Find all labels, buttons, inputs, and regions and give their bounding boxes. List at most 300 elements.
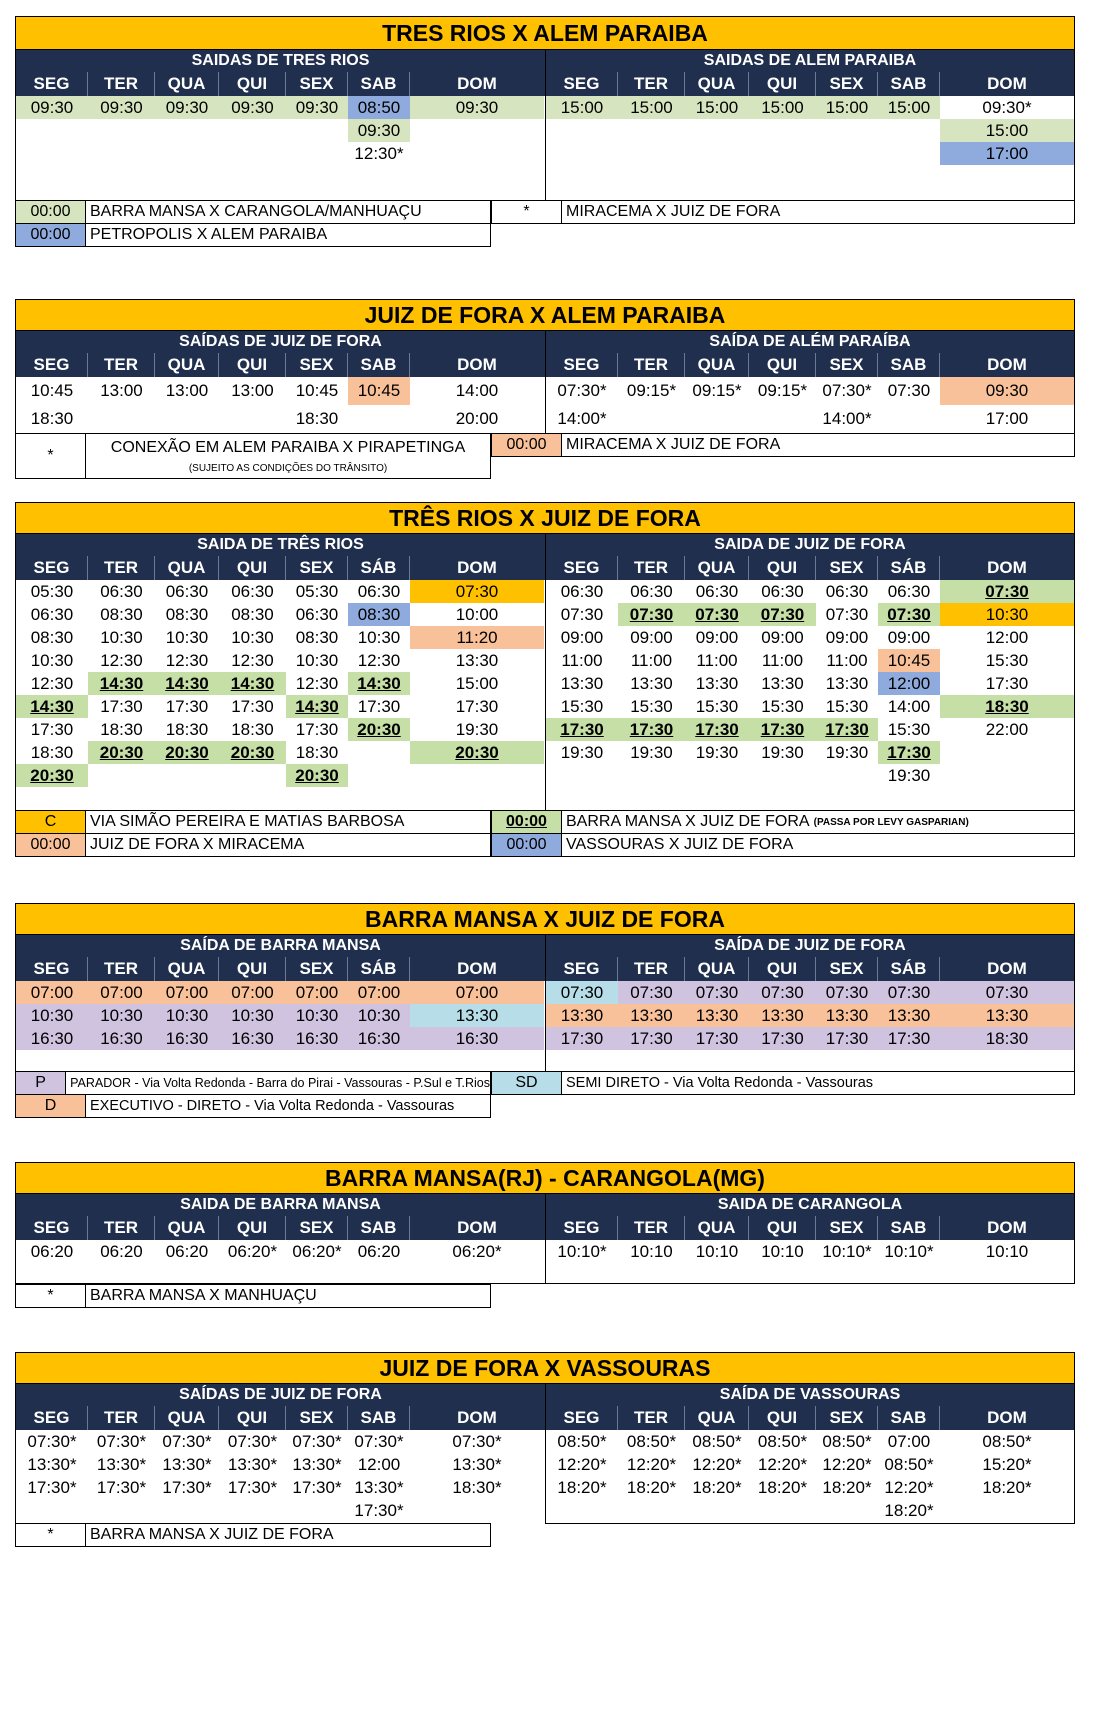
departure-time: 17:30 — [165, 696, 209, 716]
day-header: SEX — [286, 957, 348, 981]
departure-time: 18:30 — [940, 1027, 1074, 1050]
departure-time: 15:30 — [761, 696, 804, 716]
times-grid — [16, 580, 545, 787]
departure-time: 17:30 — [985, 673, 1029, 693]
day-header: DOM — [987, 74, 1027, 93]
departure-time: 15:00 — [455, 673, 499, 693]
departure-time: 15:00 — [816, 96, 878, 119]
left-header: SAIDAS DE TRES RIOS — [16, 50, 545, 72]
legend-text: SEMI DIRETO - Via Volta Redonda - Vassouras — [566, 1075, 874, 1091]
departure-time: 13:30 — [410, 1004, 544, 1027]
departure-time: 07:30 — [546, 981, 618, 1004]
legend-item — [491, 810, 1075, 834]
departure-time: 09:30 — [88, 96, 155, 119]
day-header: QUA — [155, 353, 219, 377]
departure-time: 07:30* — [227, 1431, 278, 1451]
departure-time: 10:30 — [165, 627, 209, 647]
departure-time: 07:30 — [410, 580, 544, 603]
departure-time: 13:30* — [27, 1454, 77, 1474]
day-header: SEG — [16, 1216, 88, 1240]
departure-time: 14:30 — [348, 672, 410, 695]
day-column — [88, 1240, 155, 1263]
day-column — [16, 1240, 88, 1263]
right-table — [545, 935, 1075, 1077]
departure-time: 07:30* — [354, 1431, 404, 1451]
departure-time: 18:30* — [452, 1477, 502, 1497]
departure-time: 12:30 — [30, 673, 74, 693]
departure-time: 12:20* — [884, 1477, 934, 1497]
departure-time: 17:30 — [30, 719, 74, 739]
departure-time: 06:20* — [292, 1241, 342, 1261]
section-tres-rios-juiz-de-fora — [15, 502, 1075, 858]
day-column — [88, 981, 155, 1050]
day-header: TER — [618, 72, 685, 96]
legend-item — [491, 833, 1075, 857]
day-header: DOM — [457, 558, 497, 577]
day-column — [219, 580, 286, 787]
legend-item — [491, 200, 1075, 224]
departure-time: 17:30 — [546, 718, 618, 741]
left-header: SAÍDAS DE JUIZ DE FORA — [16, 1384, 545, 1406]
departure-time: 12:20* — [822, 1454, 872, 1474]
departure-time: 15:30 — [985, 650, 1029, 670]
departure-time: 10:30 — [940, 603, 1074, 626]
day-column — [348, 580, 410, 787]
day-column — [940, 1240, 1074, 1263]
departure-time: 07:30 — [940, 580, 1074, 603]
day-header: DOM — [987, 1408, 1027, 1427]
departure-time: 16:30 — [88, 1027, 155, 1050]
day-header: QUA — [155, 1216, 219, 1240]
departure-time: 12:00 — [878, 672, 940, 695]
left-header: SAÍDA DE BARRA MANSA — [16, 935, 545, 957]
day-header: SEX — [286, 72, 348, 96]
departure-time: 11:00 — [761, 650, 804, 670]
day-column — [546, 580, 618, 787]
day-column — [878, 1430, 940, 1522]
departure-time: 16:30 — [410, 1027, 544, 1050]
left-table — [15, 1194, 545, 1284]
departure-time: 10:10 — [985, 1241, 1029, 1261]
days-row — [546, 957, 1074, 981]
departure-time: 17:30 — [100, 696, 143, 716]
day-column — [618, 981, 685, 1050]
departure-time: 17:30 — [816, 1027, 878, 1050]
day-column — [878, 981, 940, 1050]
departure-time: 13:30* — [292, 1454, 342, 1474]
departure-time: 10:30 — [231, 627, 274, 647]
departure-time: 10:45 — [878, 649, 940, 672]
days-row — [546, 556, 1074, 580]
legend-text-wrap — [562, 811, 969, 833]
day-column — [16, 1430, 88, 1522]
day-column — [16, 580, 88, 787]
departure-time: 17:30 — [295, 719, 339, 739]
day-header: SEG — [16, 556, 88, 580]
day-header: SÁB — [348, 957, 410, 981]
legend-note: (PASSA POR LEVY GASPARIAN) — [813, 816, 969, 828]
legend-key: C — [16, 811, 86, 833]
section-title: BARRA MANSA(RJ) - CARANGOLA(MG) — [15, 1162, 1075, 1194]
departure-time: 11:00 — [696, 650, 738, 670]
departure-time: 18:30 — [165, 719, 209, 739]
left-table — [15, 935, 545, 1077]
day-column — [878, 580, 940, 787]
day-column — [618, 377, 685, 433]
departure-time: 06:30 — [695, 581, 739, 601]
days-row — [16, 72, 545, 96]
day-header: QUI — [219, 556, 286, 580]
day-column — [410, 1240, 544, 1263]
day-column — [546, 96, 618, 165]
departure-time: 20:30 — [286, 764, 348, 787]
day-column — [286, 377, 348, 433]
legend-key: 00:00 — [492, 811, 562, 833]
departure-time: 07:30 — [816, 981, 878, 1004]
departure-time: 17:30 — [618, 1027, 685, 1050]
departure-time: 07:30 — [685, 981, 749, 1004]
day-column — [940, 96, 1074, 165]
departure-time: 17:00 — [985, 409, 1029, 428]
day-header: QUA — [155, 957, 219, 981]
departure-time: 07:30 — [749, 603, 816, 626]
departure-time: 09:00 — [887, 627, 931, 647]
departure-time: 12:20* — [557, 1454, 607, 1474]
departure-time: 07:30* — [292, 1431, 342, 1451]
departure-time: 10:30 — [348, 1004, 410, 1027]
times-grid — [546, 377, 1074, 433]
day-column — [618, 1430, 685, 1522]
departure-time: 06:30 — [100, 581, 143, 601]
right-header: SAÍDA DE VASSOURAS — [546, 1384, 1074, 1406]
departure-time: 10:10* — [557, 1241, 607, 1261]
departure-time: 14:30 — [16, 695, 88, 718]
day-header: SAB — [878, 353, 940, 377]
departure-time: 19:30 — [761, 742, 804, 762]
legend-text: PETROPOLIS X ALEM PARAIBA — [90, 226, 328, 243]
departure-time: 14:00 — [887, 696, 931, 716]
day-header: QUI — [749, 353, 816, 377]
day-header: SAB — [878, 72, 940, 96]
days-row — [546, 353, 1074, 377]
days-row — [546, 1216, 1074, 1240]
departure-time: 15:00 — [749, 96, 816, 119]
departure-time: 13:30* — [452, 1454, 502, 1474]
right-table — [545, 331, 1075, 433]
day-column — [816, 377, 878, 433]
day-column — [219, 1240, 286, 1263]
legend-text: BARRA MANSA X MANHUAÇU — [90, 1287, 317, 1304]
departure-time: 05:30 — [30, 581, 74, 601]
day-header: TER — [618, 353, 685, 377]
departure-time: 18:30 — [100, 719, 143, 739]
right-header: SAIDA DE CARANGOLA — [546, 1194, 1074, 1216]
day-header: SEX — [816, 556, 878, 580]
day-header: SEG — [546, 1216, 618, 1240]
legend-key: * — [16, 434, 86, 478]
departure-time: 07:00 — [348, 981, 410, 1004]
departure-time: 09:15* — [757, 381, 808, 400]
departure-time: 11:00 — [561, 650, 603, 670]
departure-time: 18:20* — [884, 1500, 934, 1520]
section-title: TRES RIOS X ALEM PARAIBA — [15, 16, 1075, 50]
departure-time: 13:30 — [816, 1004, 878, 1027]
right-table — [545, 1194, 1075, 1284]
day-header: QUA — [685, 556, 749, 580]
departure-time: 06:30 — [165, 581, 209, 601]
departure-time: 19:30 — [455, 719, 499, 739]
legend-key: 00:00 — [492, 834, 562, 856]
day-column — [878, 1240, 940, 1263]
day-column — [410, 981, 544, 1050]
legend-text: CONEXÃO EM ALEM PARAIBA X PIRAPETINGA — [110, 438, 466, 456]
day-column — [816, 1240, 878, 1263]
day-header: QUA — [685, 72, 749, 96]
departure-time: 06:30 — [887, 581, 931, 601]
departure-time: 10:10 — [695, 1241, 739, 1261]
day-header: SEX — [816, 1216, 878, 1240]
day-header: TER — [618, 1216, 685, 1240]
right-header: SAÍDA DE ALÉM PARAÍBA — [546, 331, 1074, 353]
day-column — [878, 96, 940, 165]
departure-time: 13:00 — [165, 381, 209, 400]
departure-time: 17:30 — [878, 1027, 940, 1050]
legend-note: (SUJEITO AS CONDIÇÕES DO TRÂNSITO) — [188, 462, 388, 474]
day-header: TER — [88, 353, 155, 377]
departure-time: 07:00 — [286, 981, 348, 1004]
day-header: SAB — [348, 353, 410, 377]
departure-time: 18:20* — [757, 1477, 808, 1497]
times-grid — [16, 981, 545, 1050]
departure-time: 06:20* — [452, 1241, 502, 1261]
day-header: SEG — [546, 353, 618, 377]
day-column — [410, 96, 544, 165]
departure-time: 13:00 — [231, 381, 274, 400]
legend-text: VASSOURAS X JUIZ DE FORA — [566, 836, 794, 853]
departure-time: 10:30 — [16, 1004, 88, 1027]
departure-time: 14:00* — [557, 409, 607, 428]
departure-time: 09:30 — [16, 96, 88, 119]
legend-key: SD — [492, 1072, 562, 1094]
day-header: SEG — [546, 72, 618, 96]
departure-time: 13:30 — [560, 673, 604, 693]
day-column — [685, 1240, 749, 1263]
left-table — [15, 1384, 545, 1524]
departure-time: 13:30 — [630, 673, 673, 693]
day-header: DOM — [987, 1218, 1027, 1237]
day-column — [546, 1430, 618, 1522]
departure-time: 20:30 — [16, 764, 88, 787]
legend-key: 00:00 — [16, 834, 86, 856]
departure-time: 19:30 — [887, 765, 931, 785]
departure-time: 18:30 — [30, 742, 74, 762]
left-header: SAIDA DE TRÊS RIOS — [16, 534, 545, 556]
day-header: TER — [88, 556, 155, 580]
day-column — [940, 981, 1074, 1050]
left-table — [15, 50, 545, 214]
day-column — [685, 1430, 749, 1522]
right-header: SAÍDA DE JUIZ DE FORA — [546, 935, 1074, 957]
departure-time: 17:30* — [96, 1477, 147, 1497]
day-column — [155, 580, 219, 787]
departure-time: 12:30 — [295, 673, 339, 693]
departure-time: 12:30 — [165, 650, 209, 670]
departure-time: 09:15* — [692, 381, 742, 400]
departure-time: 06:20 — [165, 1241, 209, 1261]
section-juiz-de-fora-alem-paraiba — [15, 299, 1075, 479]
departure-time: 16:30 — [16, 1027, 88, 1050]
day-column — [155, 1240, 219, 1263]
day-column — [749, 96, 816, 165]
departure-time: 15:30 — [695, 696, 739, 716]
departure-time: 20:30 — [88, 741, 155, 764]
departure-time: 06:20 — [357, 1241, 401, 1261]
departure-time: 13:30* — [162, 1454, 212, 1474]
departure-time: 07:30 — [685, 603, 749, 626]
day-header: DOM — [457, 355, 497, 374]
departure-time: 09:30* — [982, 97, 1032, 117]
departure-time: 09:00 — [560, 627, 604, 647]
departure-time: 18:20* — [626, 1477, 677, 1497]
departure-time: 11:00 — [630, 650, 673, 670]
day-column — [16, 377, 88, 433]
legend-key: * — [492, 201, 562, 223]
departure-time: 18:30 — [231, 719, 274, 739]
day-column — [410, 580, 544, 787]
day-header: DOM — [987, 959, 1027, 978]
section-tres-rios-alem-paraiba — [15, 16, 1075, 261]
day-header: QUA — [155, 556, 219, 580]
departure-time: 18:30 — [940, 695, 1074, 718]
departure-time: 13:30 — [695, 673, 739, 693]
departure-time: 08:30 — [231, 604, 274, 624]
legend-connection — [15, 433, 491, 479]
departure-time: 15:00 — [546, 96, 618, 119]
departure-time: 19:30 — [560, 742, 604, 762]
departure-time: 17:30 — [685, 718, 749, 741]
day-header: QUI — [219, 1216, 286, 1240]
departure-time: 10:30 — [219, 1004, 286, 1027]
departure-time: 14:00 — [455, 381, 499, 400]
departure-time: 05:30 — [295, 581, 339, 601]
departure-time: 13:30 — [749, 1004, 816, 1027]
legend-item — [15, 1284, 491, 1308]
departure-time: 15:00 — [878, 96, 940, 119]
day-column — [816, 580, 878, 787]
departure-time: 10:30 — [286, 1004, 348, 1027]
day-header: QUA — [685, 957, 749, 981]
departure-time: 20:30 — [410, 741, 544, 764]
day-column — [16, 981, 88, 1050]
day-header: QUA — [155, 72, 219, 96]
day-header: SEG — [546, 556, 618, 580]
times-grid — [16, 1430, 545, 1522]
departure-time: 07:00 — [155, 981, 219, 1004]
day-column — [749, 1240, 816, 1263]
departure-time: 09:00 — [695, 627, 739, 647]
departure-time: 10:30 — [30, 650, 74, 670]
departure-time: 13:30 — [878, 1004, 940, 1027]
day-header: QUI — [219, 957, 286, 981]
departure-time: 17:30* — [292, 1477, 342, 1497]
departure-time: 16:30 — [348, 1027, 410, 1050]
departure-time: 15:00 — [618, 96, 685, 119]
day-column — [286, 1430, 348, 1522]
legend-text: JUIZ DE FORA X MIRACEMA — [90, 836, 305, 853]
days-row — [16, 353, 545, 377]
departure-time: 13:30* — [96, 1454, 147, 1474]
day-column — [816, 981, 878, 1050]
departure-time: 08:50* — [884, 1454, 934, 1474]
departure-time: 10:45 — [295, 381, 339, 400]
departure-time: 14:30 — [88, 672, 155, 695]
day-header: SEX — [286, 1216, 348, 1240]
days-row — [16, 556, 545, 580]
departure-time: 12:00 — [985, 627, 1029, 647]
departure-time: 15:00 — [940, 119, 1074, 142]
day-column — [618, 96, 685, 165]
legend-text: MIRACEMA X JUIZ DE FORA — [566, 203, 781, 220]
departure-time: 06:30 — [761, 581, 804, 601]
departure-time: 15:30 — [887, 719, 931, 739]
day-column — [685, 580, 749, 787]
day-header: SAB — [348, 1216, 410, 1240]
departure-time: 08:50* — [822, 1431, 872, 1451]
departure-time: 06:30 — [560, 581, 604, 601]
departure-time: 08:30 — [30, 627, 74, 647]
day-header: TER — [88, 72, 155, 96]
day-header: SÁB — [878, 957, 940, 981]
departure-time: 08:50* — [757, 1431, 808, 1451]
day-header: DOM — [457, 74, 497, 93]
section-juiz-de-fora-vassouras — [15, 1352, 1075, 1548]
legend-item — [15, 833, 491, 857]
day-header: SEG — [546, 1406, 618, 1430]
departure-time: 09:30 — [155, 96, 219, 119]
day-column — [286, 981, 348, 1050]
departure-time: 18:30 — [30, 409, 74, 428]
day-header: DOM — [457, 1218, 497, 1237]
day-header: SAB — [878, 1216, 940, 1240]
day-column — [348, 1430, 410, 1522]
departure-time: 17:00 — [940, 142, 1074, 165]
day-header: SEG — [16, 957, 88, 981]
departure-time: 08:50* — [626, 1431, 677, 1451]
days-row — [16, 957, 545, 981]
day-header: DOM — [457, 1408, 497, 1427]
departure-time: 07:30 — [940, 981, 1074, 1004]
departure-time: 18:30 — [295, 742, 339, 762]
day-column — [348, 96, 410, 165]
day-column — [348, 981, 410, 1050]
day-header: TER — [88, 1406, 155, 1430]
day-header: QUA — [155, 1406, 219, 1430]
day-header: SEG — [16, 353, 88, 377]
days-row — [546, 72, 1074, 96]
section-title: BARRA MANSA X JUIZ DE FORA — [15, 903, 1075, 935]
legend-item — [15, 810, 491, 834]
day-column — [348, 377, 410, 433]
day-column — [685, 377, 749, 433]
day-column — [219, 96, 286, 165]
day-header: QUA — [685, 353, 749, 377]
departure-time: 19:30 — [825, 742, 869, 762]
departure-time: 20:30 — [219, 741, 286, 764]
departure-time: 10:10 — [761, 1241, 804, 1261]
departure-time: 17:30 — [546, 1027, 618, 1050]
day-column — [816, 1430, 878, 1522]
legend-item — [15, 200, 491, 224]
